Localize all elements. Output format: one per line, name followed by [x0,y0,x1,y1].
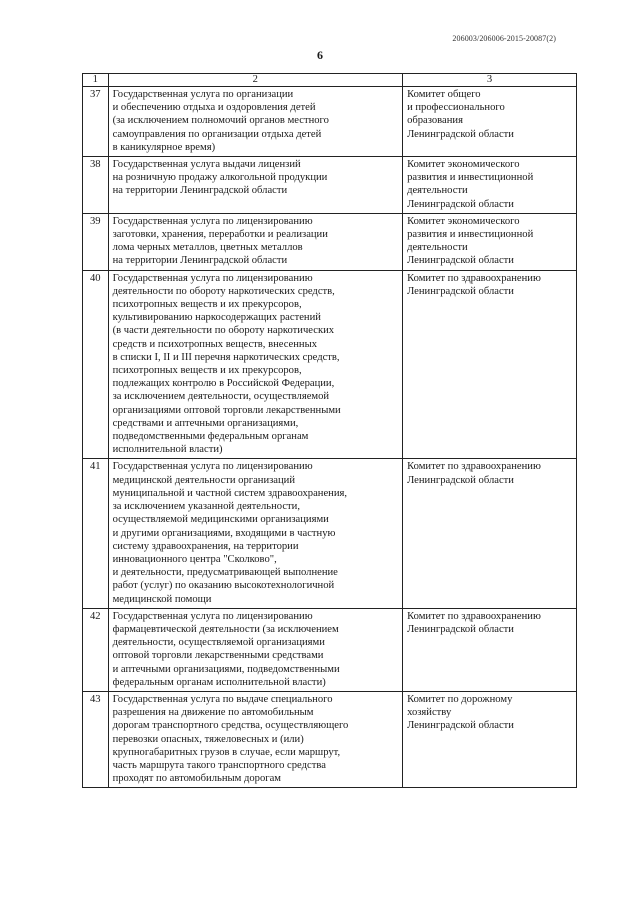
authority-line: Ленинградской области [407,623,514,635]
service-line: фармацевтической деятельности (за исключением [112,623,339,635]
service-line: и другими организациями, входящими в частную [112,527,336,539]
authority-line: деятельности [407,242,468,254]
authority-cell [403,87,577,157]
service-line: медицинской деятельности организаций [112,474,296,486]
authority-cell [403,608,577,691]
service-line: в каникулярное время) [112,141,216,153]
services-table [82,73,577,788]
authority-line: Ленинградской области [407,474,514,486]
authority-line: Ленинградской области [407,720,514,732]
service-line: муниципальной и частной систем здравоохранения, [112,487,348,499]
service-line: медицинской помощи [112,593,212,605]
column-header-2: 2 [108,74,402,87]
authority-line: Ленинградской области [407,198,514,210]
table-header-row [83,74,577,87]
service-line: на территории Ленинградской области [112,255,288,267]
service-line: Государственная услуга по выдаче специального [112,693,333,705]
service-line: Государственная услуга по лицензированию [112,272,313,284]
service-line: работ (услуг) по оказанию высокотехнологичной [112,580,335,592]
service-line: подлежащих контролю в Российской Федерации, [112,378,335,390]
authority-line: Комитет экономического [407,159,520,171]
authority-line: Комитет по дорожному [407,693,513,705]
service-line: психотропных веществ и их прекурсоров, [112,365,302,377]
row-number: 39 [83,213,109,270]
service-name-cell [108,87,402,157]
service-line: за исключением деятельности, осуществляемой [112,391,330,403]
table-row [83,87,577,157]
column-header-3: 3 [403,74,577,87]
service-line: средств и психотропных веществ, внесенных [112,338,318,350]
service-line: часть маршрута такого транспортного средства [112,759,326,771]
service-name-cell [108,157,402,214]
service-name-cell [108,459,402,608]
table-row [83,213,577,270]
service-name-cell [108,608,402,691]
authority-line: Ленинградской области [407,128,514,140]
table-row [83,270,577,459]
service-line: лома черных металлов, цветных металлов [112,242,303,254]
service-line: на розничную продажу алкогольной продукции [112,172,328,184]
table-row [83,608,577,691]
service-line: организациями оптовой торговли лекарственными [112,404,341,416]
service-name-cell [108,270,402,459]
service-line: самоуправления по организации отдыха детей [112,128,322,140]
authority-cell [403,270,577,459]
row-number: 37 [83,87,109,157]
service-line: инновационного центра "Сколково", [112,553,277,565]
service-line: осуществляемой медицинскими организациями [112,514,329,526]
row-number: 38 [83,157,109,214]
service-line: на территории Ленинградской области [112,185,288,197]
service-line: разрешения на движение по автомобильным [112,707,314,719]
authority-line: Ленинградской области [407,285,514,297]
service-line: подведомственными федеральным органам [112,431,309,443]
service-line: психотропных веществ и их прекурсоров, [112,299,302,311]
row-number: 40 [83,270,109,459]
service-line: исполнительной власти) [112,444,223,456]
service-line: в списки I, II и III перечня наркотических средств, [112,351,340,363]
authority-line: развития и инвестиционной [407,172,534,184]
service-line: Государственная услуга по лицензированию [112,215,313,227]
service-line: оптовой торговли лекарственными средствами [112,650,324,662]
authority-cell [403,691,577,787]
service-line: за исключением указанной деятельности, [112,501,300,513]
service-line: систему здравоохранения, на территории [112,540,299,552]
authority-line: Комитет по здравоохранению [407,272,541,284]
service-line: Государственная услуга выдачи лицензий [112,159,301,171]
service-line: Государственная услуга по лицензированию [112,610,313,622]
service-line: (за исключением полномочий органов местного [112,115,329,127]
table-row [83,459,577,608]
row-number: 43 [83,691,109,787]
service-line: и обеспечению отдыха и оздоровления детей [112,102,316,114]
service-line: (в части деятельности по обороту наркотических [112,325,335,337]
service-line: средствами и аптечными организациями, [112,417,299,429]
row-number: 41 [83,459,109,608]
service-line: и деятельности, предусматривающей выполнение [112,567,338,579]
service-line: деятельности, осуществляемой организациями [112,637,325,649]
authority-cell [403,459,577,608]
authority-line: и профессионального [407,102,505,114]
authority-line: Комитет экономического [407,215,520,227]
document-code: 206003/206006-2015-20087(2) [452,34,556,43]
column-header-1: 1 [83,74,109,87]
service-name-cell [108,691,402,787]
authority-cell [403,157,577,214]
service-line: федеральным органам исполнительной власти) [112,676,326,688]
service-line: заготовки, хранения, переработки и реализации [112,229,328,241]
authority-line: образования [407,115,463,127]
authority-line: Ленинградской области [407,255,514,267]
service-line: перевозки опасных, тяжеловесных и (или) [112,733,304,745]
row-number: 42 [83,608,109,691]
service-line: крупногабаритных грузов в случае, если маршрут, [112,746,341,758]
service-line: дорогам транспортного средства, осуществляющего [112,720,349,732]
authority-line: Комитет общего [407,89,481,100]
service-line: культивированию наркосодержащих растений [112,312,321,324]
authority-line: Комитет по здравоохранению [407,461,541,473]
service-line: деятельности по обороту наркотических средств, [112,285,335,297]
service-line: Государственная услуга по организации [112,89,294,100]
service-line: и аптечными организациями, подведомственными [112,663,340,675]
authority-line: Комитет по здравоохранению [407,610,541,622]
authority-line: хозяйству [407,707,452,719]
table-row [83,157,577,214]
authority-line: деятельности [407,185,468,197]
authority-cell [403,213,577,270]
service-name-cell [108,213,402,270]
service-line: Государственная услуга по лицензированию [112,461,313,473]
service-line: проходят по автомобильным дорогам [112,773,282,785]
authority-line: развития и инвестиционной [407,229,534,241]
table-row [83,691,577,787]
page-number: 6 [317,48,323,62]
